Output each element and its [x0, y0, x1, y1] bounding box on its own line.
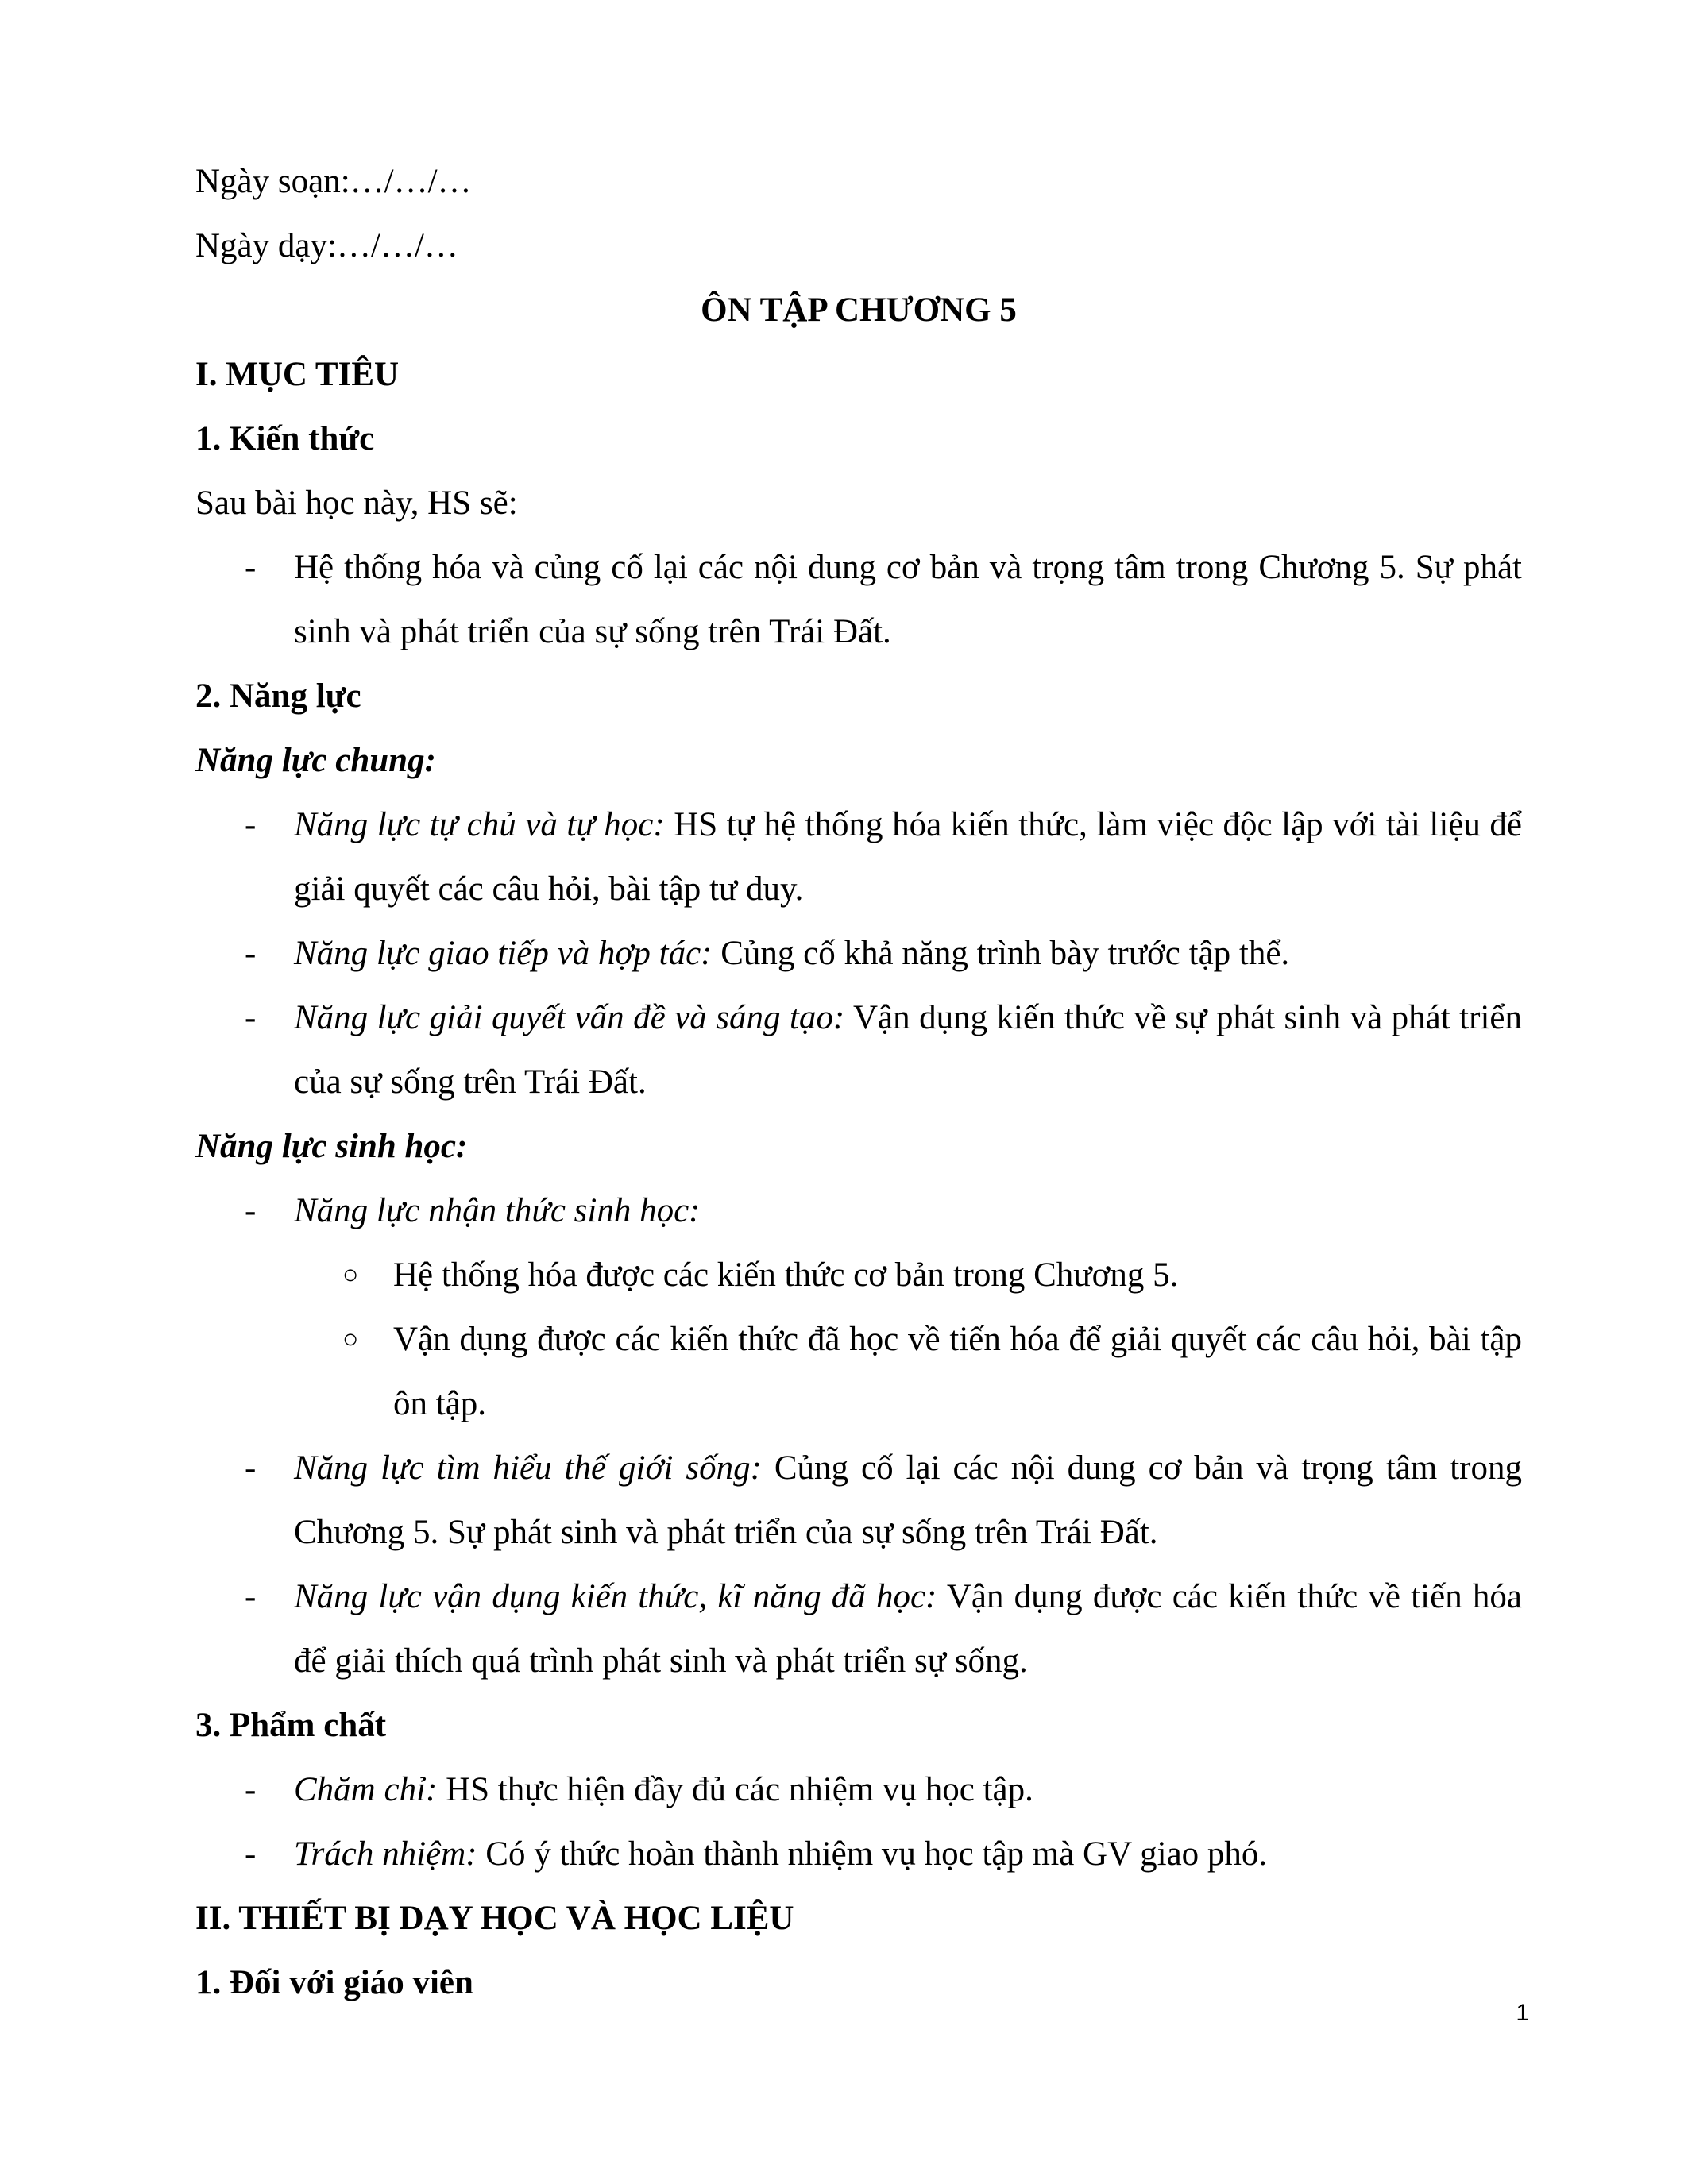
- list-item-text: HS thực hiện đầy đủ các nhiệm vụ học tập.: [437, 1771, 1033, 1808]
- ngay-day: Ngày dạy:…/…/…: [195, 227, 458, 264]
- dash-marker: -: [245, 999, 257, 1036]
- list-item-label: Năng lực tìm hiểu thế giới sống:: [294, 1449, 762, 1487]
- section-heading-muc-tieu: I. MỤC TIÊU: [195, 356, 400, 393]
- list-item-text: Vận dụng kiến thức về sự phát sinh và phát triển của sự sống trên Trái Đất.: [294, 999, 1522, 1101]
- list-item: [195, 986, 1522, 1114]
- subheading-pham-chat: 3. Phẩm chất: [195, 1707, 387, 1744]
- list-item: [195, 1436, 1522, 1565]
- dash-marker: -: [245, 1771, 257, 1808]
- list-item-label: Chăm chỉ:: [294, 1771, 438, 1808]
- list-item-text: Hệ thống hóa và củng cố lại các nội dung cơ bản và trọng tâm trong Chương 5. Sự phát sinh và phát triển của sự sống trên Trái Đất.: [294, 549, 1522, 650]
- dash-marker: -: [245, 1835, 257, 1873]
- sub-list-item-text: Vận dụng được các kiến thức đã học về tiến hóa để giải quyết các câu hỏi, bài tập ôn tập.: [393, 1321, 1522, 1422]
- kien-thuc-intro: Sau bài học này, HS sẽ:: [195, 484, 518, 522]
- list-item-label: Năng lực giải quyết vấn đề và sáng tạo:: [294, 999, 845, 1036]
- sub-list-item-text: Hệ thống hóa được các kiến thức cơ bản trong Chương 5.: [393, 1256, 1179, 1294]
- list-item-text: Có ý thức hoàn thành nhiệm vụ học tập mà GV giao phó.: [477, 1835, 1268, 1873]
- list-item-label: Năng lực nhận thức sinh học:: [294, 1192, 701, 1229]
- nang-luc-chung-heading: Năng lực chung:: [195, 742, 436, 779]
- subheading-nang-luc: 2. Năng lực: [195, 677, 361, 715]
- dash-marker: -: [245, 1449, 257, 1487]
- circle-bullet-icon: ○: [342, 1260, 359, 1290]
- dash-marker: -: [245, 806, 257, 843]
- document-body: [195, 149, 1522, 2015]
- list-item-text: Vận dụng được các kiến thức về tiến hóa để giải thích quá trình phát sinh và phát triển sự sống.: [294, 1578, 1522, 1680]
- ngay-soan: Ngày soạn:…/…/…: [195, 163, 472, 200]
- list-item: [195, 1565, 1522, 1693]
- list-item: [195, 1822, 1522, 1886]
- list-item-text: HS tự hệ thống hóa kiến thức, làm việc độc lập với tài liệu để giải quyết các câu hỏi, bài tập tư duy.: [294, 806, 1522, 908]
- list-item: [195, 793, 1522, 921]
- dash-marker: -: [245, 1192, 257, 1229]
- sub-list-item: [195, 1243, 1522, 1307]
- nang-luc-sinh-hoc-heading: Năng lực sinh học:: [195, 1128, 468, 1165]
- sub-list-item: [195, 1307, 1522, 1436]
- dash-marker: -: [245, 1578, 257, 1615]
- list-item: [195, 921, 1522, 986]
- list-item-label: Trách nhiệm:: [294, 1835, 477, 1873]
- list-item-label: Năng lực tự chủ và tự học:: [294, 806, 665, 843]
- list-item: [195, 1758, 1522, 1822]
- section-heading-thiet-bi: II. THIẾT BỊ DẠY HỌC VÀ HỌC LIỆU: [195, 1900, 794, 1937]
- document-title: ÔN TẬP CHƯƠNG 5: [701, 291, 1017, 329]
- list-item-label: Năng lực vận dụng kiến thức, kĩ năng đã học:: [294, 1578, 937, 1615]
- circle-bullet-icon: ○: [342, 1325, 359, 1354]
- list-item-label: Năng lực giao tiếp và hợp tác:: [294, 935, 713, 972]
- list-item-text: Củng cố khả năng trình bày trước tập thể.: [712, 935, 1290, 972]
- subheading-giao-vien: 1. Đối với giáo viên: [195, 1964, 473, 2001]
- dash-marker: -: [245, 549, 257, 586]
- dash-marker: -: [245, 935, 257, 972]
- list-item-text: Củng cố lại các nội dung cơ bản và trọng tâm trong Chương 5. Sự phát sinh và phát triển của sự sống trên Trái Đất.: [294, 1449, 1522, 1551]
- list-item: [195, 535, 1522, 664]
- subheading-kien-thuc: 1. Kiến thức: [195, 420, 375, 457]
- page-number: 1: [1516, 2000, 1529, 2026]
- list-item: [195, 1179, 1522, 1243]
